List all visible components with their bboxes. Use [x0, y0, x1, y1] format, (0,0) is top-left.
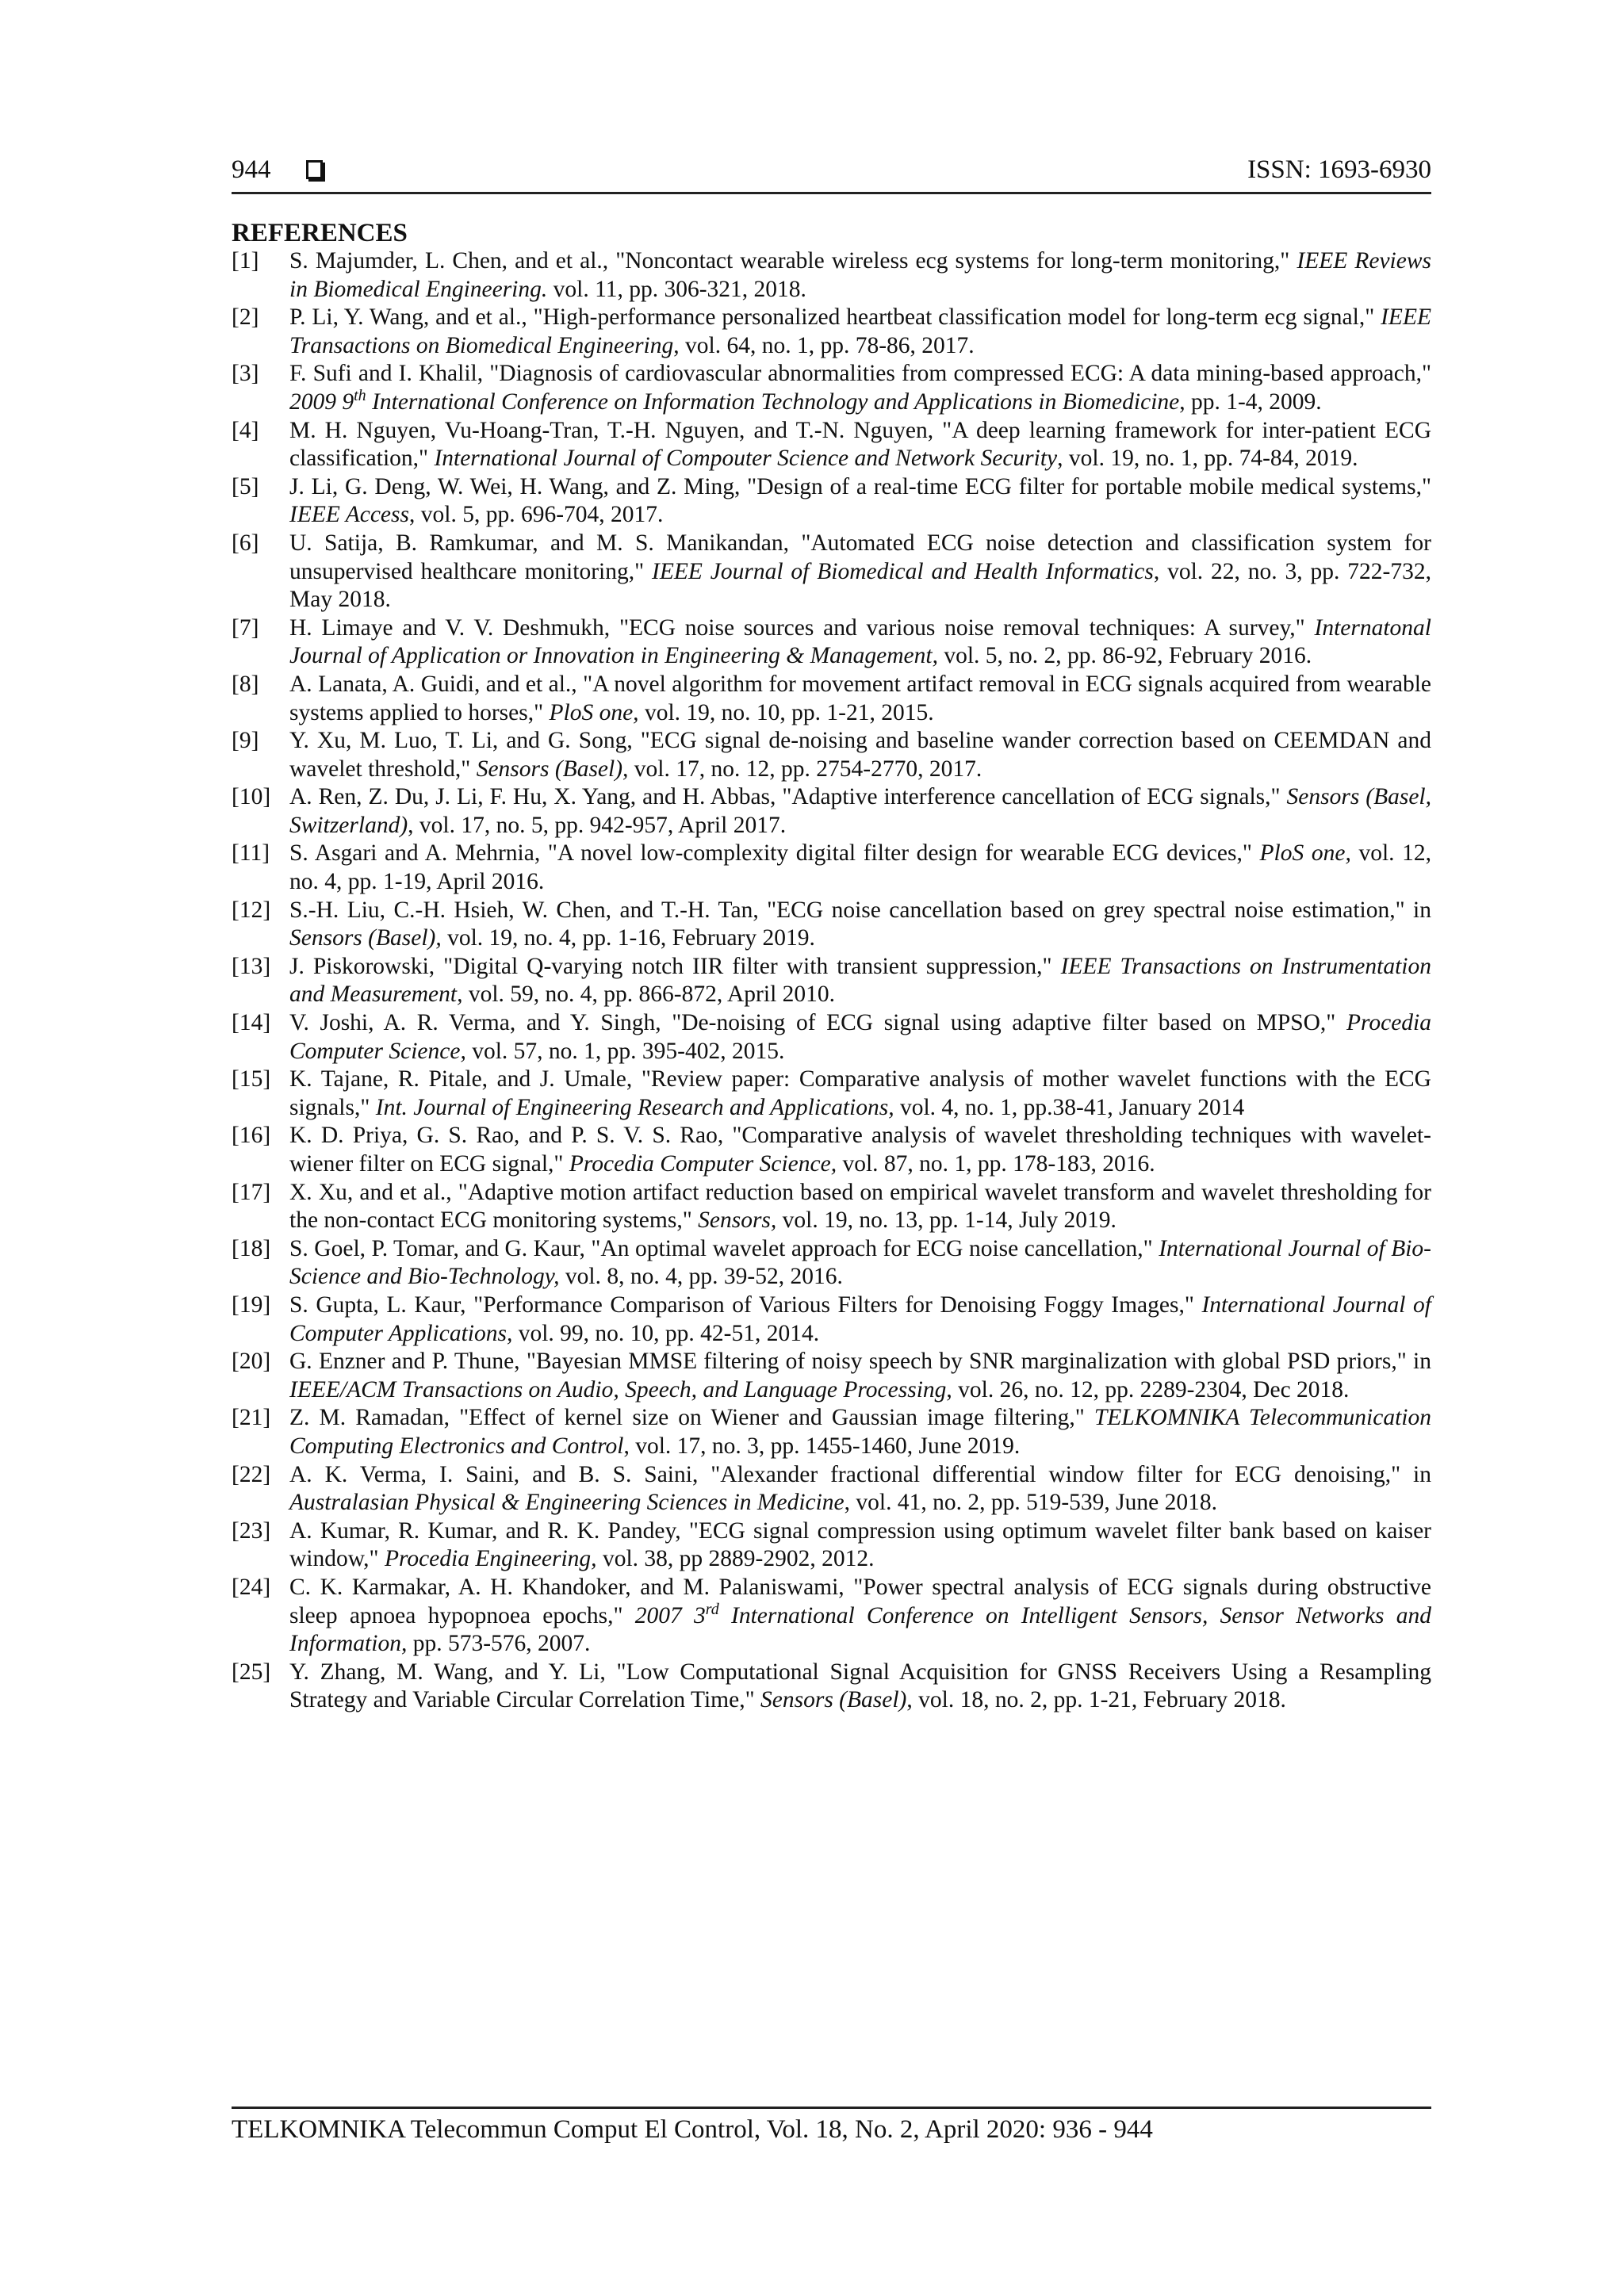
reference-segment: , vol. 5, pp. 696-704, 2017.	[409, 502, 664, 528]
reference-text	[289, 1461, 1431, 1517]
reference-venue: IEEE Transactions on Instrumentation and Measurement,	[289, 953, 1431, 1008]
reference-segment: vol. 12, no. 4, pp. 1-19, April 2016.	[289, 840, 1432, 895]
reference-venue: PloS one,	[1259, 840, 1351, 867]
reference-number: [17]	[232, 1179, 271, 1205]
reference-venue: PloS one,	[549, 699, 639, 725]
reference-venue: Sensors (Basel)	[760, 1687, 907, 1713]
reference-venue: Procedia Computer Science,	[289, 1010, 1431, 1064]
reference-number: [10]	[232, 784, 271, 810]
reference-segment: Y. Zhang, M. Wang, and Y. Li, "Low Computational Signal Acquisition for GNSS Receivers Using a Resampling Strategy and Variable Circular Correlation Time,"	[289, 1659, 1431, 1713]
reference-text	[289, 1122, 1431, 1178]
reference-number: [1]	[232, 248, 259, 274]
reference-segment: S. Goel, P. Tomar, and G. Kaur, "An optimal wavelet approach for ECG noise cancellation,"	[289, 1235, 1159, 1261]
reference-segment: vol. 99, no. 10, pp. 42-51, 2014.	[512, 1320, 820, 1346]
reference-item	[232, 1179, 1431, 1235]
reference-venue: International Journal of Computer Applications,	[289, 1292, 1431, 1346]
reference-segment: A. Lanata, A. Guidi, and et al., "A novel algorithm for movement artifact removal in ECG signals acquired from wearable systems applied to horses,"	[289, 671, 1431, 725]
reference-item	[232, 247, 1431, 304]
reference-segment: J. Piskorowski, "Digital Q-varying notch IIR filter with transient suppression,"	[289, 953, 1061, 979]
reference-segment: G. Enzner and P. Thune, "Bayesian MMSE filtering of noisy speech by SNR marginalization with global PSD priors," in	[289, 1349, 1431, 1375]
reference-number: [4]	[232, 417, 259, 443]
reference-venue: IEEE/ACM Transactions on Audio, Speech, and Language Processing	[289, 1376, 947, 1402]
page-number: 944	[232, 155, 271, 184]
reference-number: [24]	[232, 1574, 271, 1600]
reference-segment: , vol. 41, no. 2, pp. 519-539, June 2018.	[844, 1490, 1217, 1516]
reference-segment: , vol. 17, no. 3, pp. 1455-1460, June 2019.	[623, 1433, 1021, 1459]
reference-item	[232, 1659, 1431, 1715]
reference-segment: , vol. 17, no. 5, pp. 942-957, April 2017.	[408, 812, 787, 838]
reference-number: [11]	[232, 840, 270, 867]
reference-segment: , vol. 18, no. 2, pp. 1-21, February 2018.	[906, 1687, 1286, 1713]
reference-venue: IEEE Transactions on Biomedical Engineering	[289, 304, 1431, 358]
reference-segment: , pp. 1-4, 2009.	[1179, 388, 1322, 415]
reference-number: [23]	[232, 1517, 271, 1544]
reference-number: [2]	[232, 304, 259, 331]
reference-venue: th	[354, 387, 366, 405]
reference-number: [22]	[232, 1461, 271, 1487]
reference-item	[232, 1009, 1431, 1066]
reference-venue: Sensors (Basel),	[476, 756, 629, 782]
reference-segment: J. Li, G. Deng, W. Wei, H. Wang, and Z. Ming, "Design of a real-time ECG filter for portable mobile medical systems,"	[289, 473, 1431, 499]
reference-segment: , vol. 19, no. 1, pp. 74-84, 2019.	[1057, 446, 1358, 472]
reference-venue: IEEE Access	[289, 502, 409, 528]
reference-text	[289, 1404, 1431, 1460]
reference-number: [12]	[232, 897, 271, 923]
reference-number: [8]	[232, 671, 259, 697]
reference-venue: TELKOMNIKA Telecommunication Computing Electronics and Control	[289, 1405, 1431, 1459]
reference-text	[289, 671, 1431, 727]
reference-item	[232, 1404, 1431, 1460]
reference-text	[289, 1179, 1431, 1235]
reference-number: [15]	[232, 1066, 271, 1093]
reference-number: [20]	[232, 1349, 271, 1375]
reference-segment: vol. 59, no. 4, pp. 866-872, April 2010.	[462, 982, 836, 1008]
reference-item	[232, 953, 1431, 1009]
reference-item	[232, 671, 1431, 727]
reference-number: [13]	[232, 953, 271, 979]
reference-segment: P. Li, Y. Wang, and et al., "High-performance personalized heartbeat classification model for long-term ecg signal,"	[289, 304, 1381, 331]
reference-number: [19]	[232, 1292, 271, 1318]
reference-item	[232, 417, 1431, 473]
reference-segment: C. K. Karmakar, A. H. Khandoker, and M. Palaniswami, "Power spectral analysis of ECG signals during obstructive sleep apnoea hypopnoea epochs,"	[289, 1574, 1431, 1628]
reference-venue: rd	[705, 1600, 719, 1618]
reference-venue: Procedia Engineering,	[384, 1546, 597, 1572]
reference-text	[289, 1574, 1431, 1659]
reference-text	[289, 530, 1431, 614]
reference-venue: Australasian Physical & Engineering Sciences in Medicine	[289, 1490, 845, 1516]
reference-segment: Z. M. Ramadan, "Effect of kernel size on Wiener and Gaussian image filtering,"	[289, 1405, 1094, 1431]
reference-number: [25]	[232, 1659, 271, 1685]
reference-number: [9]	[232, 728, 259, 754]
reference-segment: pp. 573-576, 2007.	[407, 1631, 591, 1657]
reference-venue: Sensors (Basel),	[289, 925, 442, 951]
reference-item	[232, 727, 1431, 783]
reference-number: [3]	[232, 361, 259, 387]
reference-segment: V. Joshi, A. R. Verma, and Y. Singh, "De-noising of ECG signal using adaptive filter based on MPSO,"	[289, 1010, 1346, 1036]
reference-segment: vol. 11, pp. 306-321, 2018.	[547, 276, 806, 302]
reference-segment: vol. 4, no. 1, pp.38-41, January 2014	[894, 1094, 1245, 1120]
reference-number: [5]	[232, 473, 259, 499]
page-header	[232, 152, 1431, 194]
reference-text	[289, 1066, 1431, 1122]
reference-number: [16]	[232, 1123, 271, 1149]
reference-segment: K. Tajane, R. Pitale, and J. Umale, "Review paper: Comparative analysis of mother wavelet functions with the ECG signals,"	[289, 1066, 1431, 1120]
reference-segment: vol. 19, no. 13, pp. 1-14, July 2019.	[776, 1207, 1116, 1234]
reference-item	[232, 614, 1431, 671]
reference-text	[289, 247, 1431, 304]
reference-text	[289, 1659, 1431, 1715]
reference-item	[232, 1235, 1431, 1292]
reference-text	[289, 840, 1431, 896]
reference-venue: IEEE Reviews in Biomedical Engineering.	[289, 248, 1431, 302]
reference-segment: U. Satija, B. Ramkumar, and M. S. Manikandan, "Automated ECG noise detection and classification system for unsupervised healthcare monitoring,"	[289, 530, 1431, 584]
reference-text	[289, 897, 1431, 953]
reference-segment: F. Sufi and I. Khalil, "Diagnosis of cardiovascular abnormalities from compressed ECG: A data mining-based approach,"	[289, 361, 1431, 387]
reference-text	[289, 1292, 1431, 1348]
reference-segment: vol. 8, no. 4, pp. 39-52, 2016.	[559, 1264, 843, 1290]
reference-segment: M. H. Nguyen, Vu-Hoang-Tran, T.-H. Nguyen, and T.-N. Nguyen, "A deep learning framework for inter-patient ECG classification,"	[289, 417, 1431, 472]
reference-segment: K. D. Priya, G. S. Rao, and P. S. V. S. Rao, "Comparative analysis of wavelet thresholding techniques with wavelet-wiener filter on ECG signal,"	[289, 1123, 1431, 1177]
reference-text	[289, 953, 1431, 1009]
reference-item	[232, 1292, 1431, 1348]
reference-segment: S. Gupta, L. Kaur, "Performance Comparison of Various Filters for Denoising Foggy Images,"	[289, 1292, 1202, 1318]
reference-number: [21]	[232, 1405, 271, 1431]
reference-text	[289, 783, 1431, 840]
reference-item	[232, 1122, 1431, 1178]
reference-segment: S. Majumder, L. Chen, and et al., "Noncontact wearable wireless ecg systems for long-term monitoring,"	[289, 248, 1297, 274]
reference-text	[289, 1235, 1431, 1292]
reference-text	[289, 304, 1431, 360]
issn-label: ISSN: 1693-6930	[1247, 155, 1431, 184]
references-heading: REFERENCES	[232, 219, 408, 247]
reference-segment: , vol. 64, no. 1, pp. 78-86, 2017.	[673, 332, 975, 358]
reference-venue: Sensors,	[698, 1207, 777, 1234]
reference-segment: A. Ren, Z. Du, J. Li, F. Hu, X. Yang, and H. Abbas, "Adaptive interference cancellation of ECG signals,"	[289, 784, 1287, 810]
reference-segment: vol. 17, no. 12, pp. 2754-2770, 2017.	[628, 756, 982, 782]
reference-venue: IEEE Journal of Biomedical and Health Informatics	[652, 558, 1154, 584]
reference-segment: vol. 87, no. 1, pp. 178-183, 2016.	[837, 1151, 1155, 1177]
reference-item	[232, 1348, 1431, 1404]
reference-item	[232, 1517, 1431, 1574]
reference-item	[232, 783, 1431, 840]
reference-venue: 2009 9	[289, 388, 354, 415]
reference-item	[232, 1066, 1431, 1122]
reference-item	[232, 473, 1431, 530]
reference-number: [6]	[232, 530, 259, 556]
reference-venue: Sensors (Basel, Switzerland)	[289, 784, 1432, 838]
reference-segment: vol. 57, no. 1, pp. 395-402, 2015.	[465, 1038, 785, 1064]
reference-text	[289, 473, 1431, 530]
reference-segment: , vol. 26, no. 12, pp. 2289-2304, Dec 2018.	[946, 1376, 1350, 1402]
reference-venue: Int. Journal of Engineering Research and Applications,	[375, 1094, 894, 1120]
reference-number: [14]	[232, 1010, 271, 1036]
reference-venue: International Conference on Intelligent Sensors, Sensor Networks and Information,	[289, 1602, 1431, 1657]
reference-item	[232, 897, 1431, 953]
reference-text	[289, 1009, 1431, 1066]
reference-item	[232, 840, 1431, 896]
reference-venue: International Conference on Information Technology and Applications in Biomedicine	[366, 388, 1180, 415]
reference-text	[289, 614, 1431, 671]
reference-text	[289, 1517, 1431, 1574]
reference-number: [18]	[232, 1235, 271, 1261]
reference-segment: S. Asgari and A. Mehrnia, "A novel low-complexity digital filter design for wearable ECG devices,"	[289, 840, 1260, 867]
reference-segment: vol. 19, no. 10, pp. 1-21, 2015.	[638, 699, 934, 725]
reference-venue: 2007 3	[634, 1602, 706, 1628]
reference-segment: A. Kumar, R. Kumar, and R. K. Pandey, "ECG signal compression using optimum wavelet filter bank based on kaiser window,"	[289, 1517, 1431, 1572]
reference-item	[232, 1574, 1431, 1659]
reference-segment: S.-H. Liu, C.-H. Hsieh, W. Chen, and T.-H. Tan, "ECG noise cancellation based on grey spectral noise estimation," in	[289, 897, 1431, 923]
reference-text	[289, 727, 1431, 783]
reference-segment: X. Xu, and et al., "Adaptive motion artifact reduction based on empirical wavelet transform and wavelet thresholding for the non-contact ECG monitoring systems,"	[289, 1179, 1431, 1234]
reference-segment: vol. 19, no. 4, pp. 1-16, February 2019.	[441, 925, 815, 951]
reference-number: [7]	[232, 614, 259, 641]
reference-text	[289, 360, 1431, 416]
reference-segment: Y. Xu, M. Luo, T. Li, and G. Song, "ECG signal de-noising and baseline wander correction based on CEEMDAN and wavelet threshold,"	[289, 728, 1431, 782]
reference-text	[289, 417, 1431, 473]
reference-segment: H. Limaye and V. V. Deshmukh, "ECG noise sources and various noise removal techniques: A survey,"	[289, 614, 1315, 641]
reference-segment: vol. 5, no. 2, pp. 86-92, February 2016.	[937, 643, 1312, 669]
references-list	[232, 247, 1431, 1715]
reference-venue: Procedia Computer Science,	[569, 1151, 837, 1177]
reference-item	[232, 304, 1431, 360]
page-footer: TELKOMNIKA Telecommun Comput El Control, Vol. 18, No. 2, April 2020: 936 - 944	[232, 2107, 1431, 2145]
reference-item	[232, 360, 1431, 416]
reference-segment: A. K. Verma, I. Saini, and B. S. Saini, "Alexander fractional differential window filter for ECG denoising," in	[289, 1461, 1431, 1487]
reference-venue: Internatonal Journal of Application or Innovation in Engineering & Management,	[289, 614, 1431, 669]
reference-text	[289, 1348, 1431, 1404]
reference-item	[232, 1461, 1431, 1517]
reference-segment: , vol. 22, no. 3, pp. 722-732, May 2018.	[289, 558, 1431, 613]
reference-item	[232, 530, 1431, 614]
reference-venue: International Journal of Compouter Science and Network Security	[434, 446, 1058, 472]
reference-venue: International Journal of Bio-Science and Bio-Technology,	[289, 1235, 1432, 1290]
checkbox-square-icon	[306, 160, 323, 179]
reference-segment: vol. 38, pp 2889-2902, 2012.	[596, 1546, 875, 1572]
